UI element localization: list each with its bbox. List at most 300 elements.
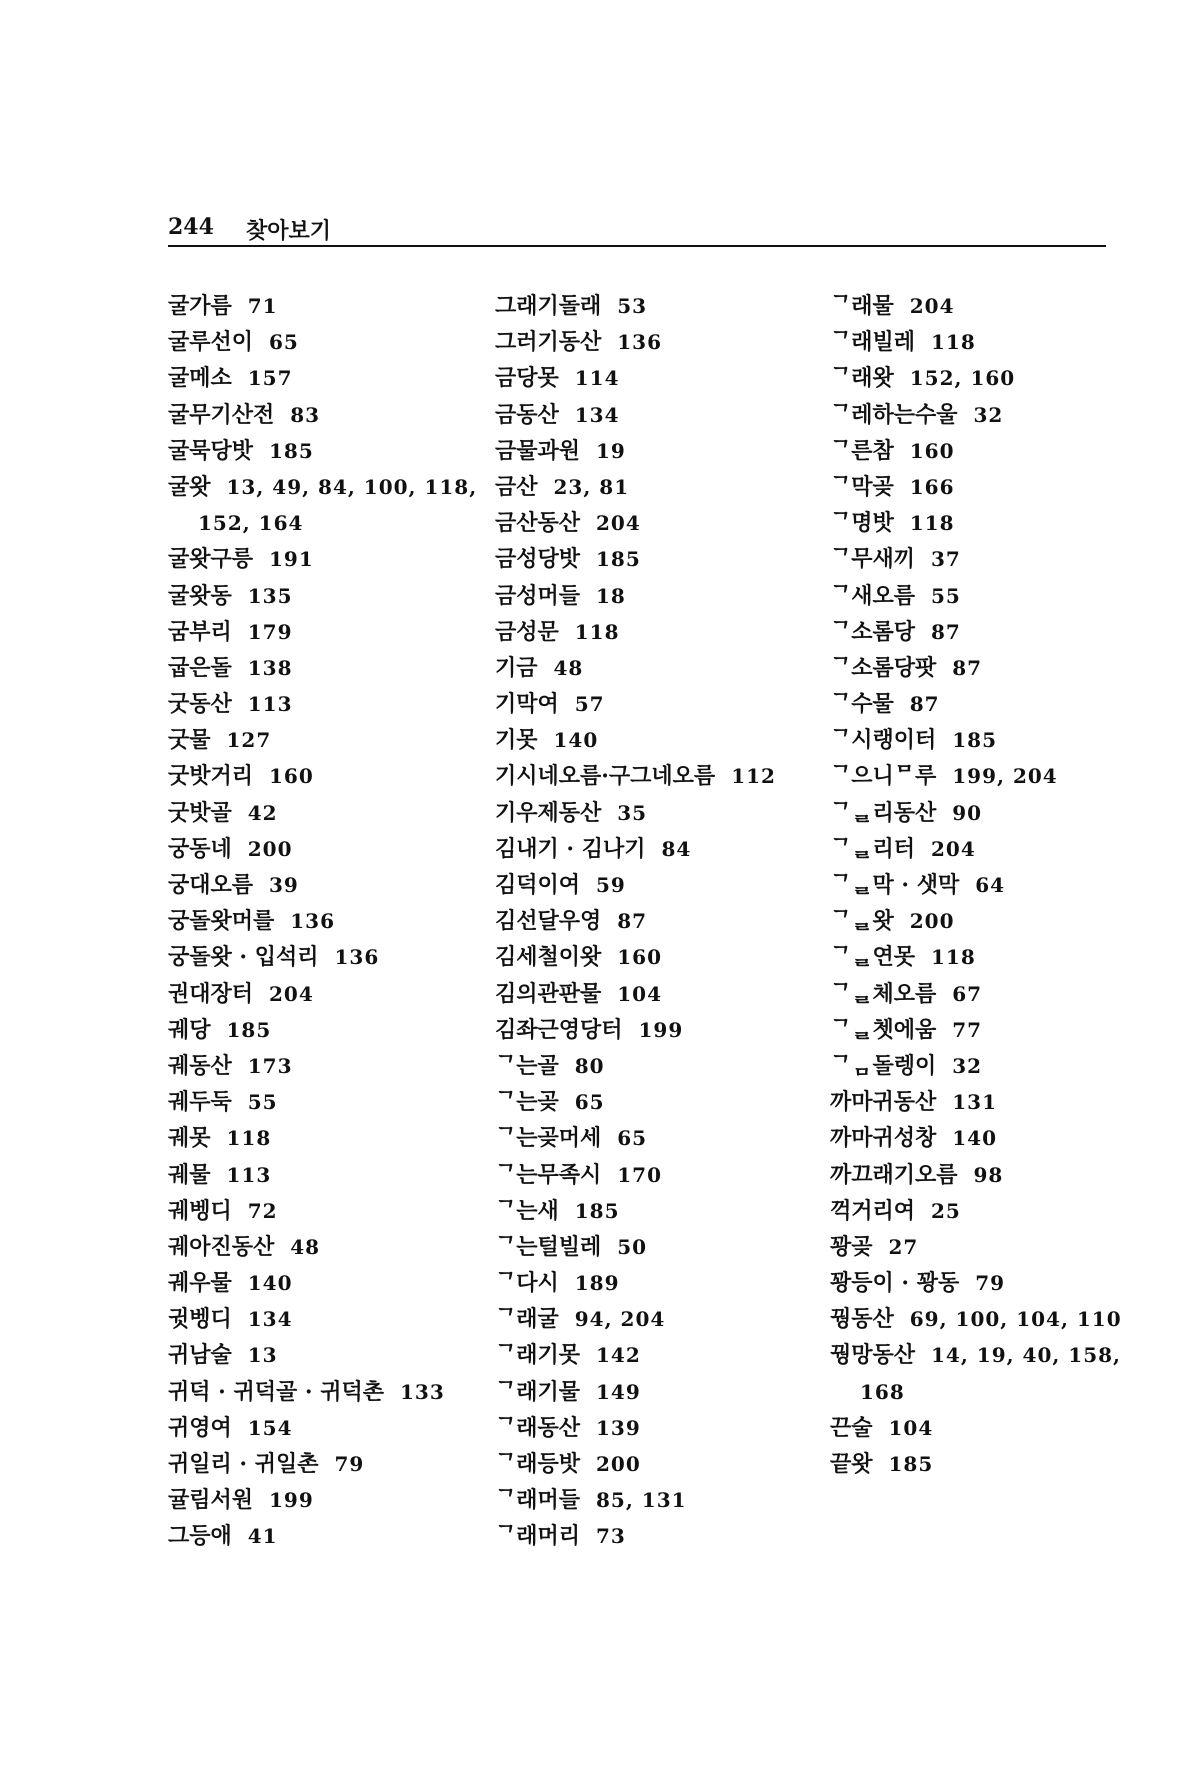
index-pages: 204 bbox=[596, 511, 641, 536]
index-pages: 25 bbox=[931, 1198, 961, 1223]
index-term: ᄀ는털빌레 bbox=[495, 1233, 602, 1260]
index-term: ᄀ소롬당팟 bbox=[830, 654, 937, 681]
index-pages: 200 bbox=[247, 836, 293, 861]
index-entry bbox=[168, 1265, 508, 1301]
index-term: 기금 bbox=[495, 654, 538, 681]
index-entry bbox=[168, 614, 508, 650]
index-entry bbox=[495, 578, 835, 614]
index-term: 굴루선이 bbox=[168, 329, 254, 356]
index-pages: 90 bbox=[952, 800, 983, 825]
index-term: 꽝등이 · 꽝동 bbox=[830, 1270, 960, 1297]
index-pages: 136 bbox=[334, 945, 380, 970]
index-term: 김덕이여 bbox=[495, 872, 581, 898]
index-entry bbox=[495, 867, 835, 903]
index-term: ᄀ래기못 bbox=[495, 1342, 581, 1369]
index-entry bbox=[495, 1301, 835, 1337]
index-pages: 154 bbox=[247, 1415, 293, 1440]
index-pages: 140 bbox=[553, 728, 599, 753]
index-entry bbox=[830, 1048, 1120, 1084]
index-pages: 114 bbox=[574, 366, 620, 391]
index-entry bbox=[830, 288, 1120, 324]
index-term: 권대장터 bbox=[168, 980, 254, 1007]
index-pages: 204 bbox=[269, 981, 314, 1006]
index-term: 꿩동산 bbox=[830, 1306, 894, 1333]
index-pages: 27 bbox=[888, 1234, 919, 1259]
index-entry bbox=[168, 795, 508, 831]
index-term: 끈술 bbox=[830, 1414, 873, 1441]
index-pages: 50 bbox=[617, 1234, 648, 1259]
index-entry bbox=[495, 469, 835, 505]
index-entry bbox=[168, 650, 508, 686]
index-pages: 166 bbox=[909, 474, 955, 499]
index-pages: 185 bbox=[596, 547, 641, 572]
index-term: ᄀ래굴 bbox=[495, 1306, 559, 1333]
index-pages: 32 bbox=[973, 402, 1004, 427]
index-entry bbox=[495, 1482, 835, 1518]
index-term: 궤벵디 bbox=[168, 1197, 232, 1224]
index-term: ᄀ래등밧 bbox=[495, 1451, 581, 1477]
index-term: ᄀᆯ리터 bbox=[830, 835, 916, 862]
index-entry bbox=[830, 505, 1120, 541]
index-term: 굿밧거리 bbox=[168, 763, 254, 790]
index-entry bbox=[495, 1193, 835, 1229]
index-entry bbox=[495, 1048, 835, 1084]
index-pages: 112 bbox=[731, 764, 776, 789]
index-column-3 bbox=[830, 288, 1120, 1482]
index-entry bbox=[168, 1446, 508, 1482]
index-entry bbox=[168, 288, 508, 324]
index-entry bbox=[495, 433, 835, 469]
index-term: ᄀ다시 bbox=[495, 1270, 559, 1297]
index-entry bbox=[830, 867, 1120, 903]
index-pages: 185 bbox=[952, 728, 998, 753]
index-pages: 87 bbox=[952, 655, 983, 680]
index-entry bbox=[830, 433, 1120, 469]
index-pages: 83 bbox=[290, 402, 321, 427]
index-entry bbox=[168, 469, 508, 505]
index-entry bbox=[830, 722, 1120, 758]
index-entry bbox=[830, 1374, 1120, 1410]
index-term: ᄀ래왓 bbox=[830, 365, 894, 392]
index-pages: 59 bbox=[596, 873, 626, 897]
index-pages: 140 bbox=[247, 1271, 293, 1296]
index-entry bbox=[495, 614, 835, 650]
index-term: 끝왓 bbox=[830, 1451, 873, 1477]
index-entry bbox=[495, 1084, 835, 1120]
index-pages: 57 bbox=[574, 692, 605, 717]
index-term: 김선달우영 bbox=[495, 908, 602, 935]
index-term: 귀영여 bbox=[168, 1414, 232, 1441]
index-pages: 79 bbox=[975, 1271, 1006, 1296]
index-term: ᄀ막곶 bbox=[830, 473, 894, 500]
index-term: 꽝곶 bbox=[830, 1233, 873, 1260]
index-pages: 80 bbox=[574, 1053, 605, 1078]
index-term: 궤당 bbox=[168, 1016, 211, 1043]
index-term: ᄀᆯ리동산 bbox=[830, 799, 937, 826]
index-pages: 160 bbox=[617, 945, 663, 970]
index-entry bbox=[830, 614, 1120, 650]
index-entry bbox=[495, 758, 835, 794]
index-pages: 185 bbox=[269, 438, 314, 463]
index-pages: 79 bbox=[334, 1452, 365, 1476]
index-term: 굴가름 bbox=[168, 293, 232, 319]
index-pages: 199 bbox=[638, 1017, 684, 1042]
index-entry bbox=[168, 1518, 508, 1554]
index-entry bbox=[830, 1337, 1120, 1373]
index-term: ᄀ명밧 bbox=[830, 510, 894, 537]
index-term: 궤두둑 bbox=[168, 1089, 232, 1116]
index-term: 금성문 bbox=[495, 618, 559, 645]
index-entry bbox=[495, 1229, 835, 1265]
index-term: 궤못 bbox=[168, 1125, 211, 1152]
index-pages: 55 bbox=[247, 1090, 278, 1115]
index-entry bbox=[830, 1410, 1120, 1446]
index-term: ᄀ래동산 bbox=[495, 1414, 581, 1441]
index-term: ᄀᆯ체오름 bbox=[830, 980, 937, 1007]
index-pages: 13, 49, 84, 100, 118, bbox=[226, 474, 478, 499]
index-entry bbox=[168, 1157, 508, 1193]
index-entry bbox=[168, 1410, 508, 1446]
index-entry bbox=[495, 722, 835, 758]
index-entry bbox=[168, 578, 508, 614]
index-pages: 136 bbox=[617, 330, 663, 355]
index-pages: 69, 100, 104, 110 bbox=[909, 1307, 1122, 1332]
index-column-1 bbox=[168, 288, 508, 1555]
index-pages: 185 bbox=[226, 1017, 272, 1042]
index-pages: 67 bbox=[952, 981, 983, 1006]
index-pages: 64 bbox=[975, 873, 1006, 897]
index-pages: 168 bbox=[860, 1379, 905, 1404]
index-entry bbox=[495, 1120, 835, 1156]
index-pages: 170 bbox=[617, 1162, 663, 1187]
index-entry bbox=[168, 1374, 508, 1410]
index-pages: 189 bbox=[574, 1271, 620, 1296]
index-entry bbox=[830, 541, 1120, 577]
index-entry bbox=[495, 397, 835, 433]
index-entry bbox=[830, 1157, 1120, 1193]
index-entry bbox=[168, 397, 508, 433]
index-term: 김내기 · 김나기 bbox=[495, 835, 646, 862]
index-entry bbox=[830, 903, 1120, 939]
index-term: 기못 bbox=[495, 727, 538, 754]
index-term: ᄀ른참 bbox=[830, 437, 894, 464]
index-term: ᄀ으니ᄆ루 bbox=[830, 763, 937, 790]
index-entry bbox=[168, 686, 508, 722]
index-term: 귓벵디 bbox=[168, 1306, 232, 1333]
index-term: 귀덕 · 귀덕골 · 귀덕촌 bbox=[168, 1378, 384, 1405]
index-term: ᄀ는무족시 bbox=[495, 1161, 602, 1188]
index-entry bbox=[830, 795, 1120, 831]
index-term: 김좌근영당터 bbox=[495, 1016, 623, 1043]
index-term: 굼부리 bbox=[168, 618, 232, 645]
index-pages: 71 bbox=[247, 294, 278, 318]
index-term: 금물과원 bbox=[495, 437, 581, 464]
index-term: 기우제동산 bbox=[495, 799, 602, 826]
index-entry bbox=[830, 1012, 1120, 1048]
index-term: ᄀᆯ쳇에움 bbox=[830, 1016, 937, 1043]
index-entry bbox=[830, 831, 1120, 867]
index-pages: 48 bbox=[553, 655, 584, 680]
index-term: ᄀ는곶머세 bbox=[495, 1125, 602, 1152]
index-term: 굴무기산전 bbox=[168, 401, 275, 428]
index-pages: 204 bbox=[909, 294, 955, 318]
index-entry bbox=[495, 505, 835, 541]
index-entry bbox=[495, 288, 835, 324]
index-term: ᄀ는곶 bbox=[495, 1089, 559, 1116]
index-pages: 18 bbox=[596, 583, 626, 608]
index-entry bbox=[168, 1337, 508, 1373]
index-entry bbox=[830, 1120, 1120, 1156]
index-term: ᄀ시랭이터 bbox=[830, 727, 937, 754]
index-pages: 65 bbox=[574, 1090, 605, 1115]
index-term: 꺽거리여 bbox=[830, 1197, 916, 1224]
index-entry bbox=[495, 686, 835, 722]
index-pages: 77 bbox=[952, 1017, 983, 1042]
index-term: ᄀ새오름 bbox=[830, 582, 916, 609]
index-term: 굿물 bbox=[168, 727, 211, 754]
index-entry bbox=[495, 795, 835, 831]
index-term: 금동산 bbox=[495, 401, 559, 428]
index-pages: 127 bbox=[226, 728, 272, 753]
index-term: 금성당밧 bbox=[495, 546, 581, 573]
index-entry bbox=[168, 1229, 508, 1265]
index-pages: 42 bbox=[247, 800, 278, 825]
index-term: 굴메소 bbox=[168, 365, 232, 392]
index-entry bbox=[495, 1410, 835, 1446]
index-pages: 113 bbox=[247, 692, 293, 717]
index-pages: 48 bbox=[290, 1234, 321, 1259]
index-pages: 87 bbox=[931, 619, 961, 644]
index-pages: 136 bbox=[290, 909, 336, 934]
index-entry bbox=[830, 758, 1120, 794]
index-term: ᄀᆷ돌렝이 bbox=[830, 1052, 937, 1079]
index-term: ᄀ는골 bbox=[495, 1052, 559, 1079]
index-entry bbox=[495, 1518, 835, 1554]
index-entry bbox=[168, 976, 508, 1012]
index-term: 김세철이왓 bbox=[495, 944, 602, 971]
index-pages: 84 bbox=[661, 836, 692, 861]
index-entry bbox=[168, 867, 508, 903]
index-term: 궤우물 bbox=[168, 1270, 232, 1297]
index-term: 금산 bbox=[495, 473, 538, 500]
index-pages: 118 bbox=[909, 511, 955, 536]
index-pages: 142 bbox=[596, 1343, 641, 1368]
index-entry bbox=[495, 650, 835, 686]
index-entry bbox=[495, 1337, 835, 1373]
index-term: 그러기동산 bbox=[495, 329, 602, 356]
index-term: 궁대오름 bbox=[168, 872, 254, 898]
index-term: 귀일리 · 귀일촌 bbox=[168, 1451, 319, 1477]
index-term: 까마귀성창 bbox=[830, 1125, 937, 1152]
index-term: 꿩망동산 bbox=[830, 1342, 916, 1369]
index-entry bbox=[168, 1193, 508, 1229]
index-term: ᄀ래빌레 bbox=[830, 329, 916, 356]
index-term: 기막여 bbox=[495, 691, 559, 718]
index-pages: 65 bbox=[269, 330, 299, 355]
index-pages: 98 bbox=[973, 1162, 1004, 1187]
index-entry bbox=[168, 1482, 508, 1518]
index-pages: 185 bbox=[888, 1452, 934, 1476]
index-term: 궤아진동산 bbox=[168, 1233, 275, 1260]
index-pages: 104 bbox=[617, 981, 663, 1006]
index-term: 궤동산 bbox=[168, 1052, 232, 1079]
index-entry bbox=[168, 758, 508, 794]
index-pages: 200 bbox=[596, 1452, 641, 1476]
index-entry bbox=[830, 939, 1120, 975]
index-term: 굿동산 bbox=[168, 691, 232, 718]
index-entry bbox=[830, 686, 1120, 722]
index-entry bbox=[495, 1157, 835, 1193]
index-entry bbox=[168, 1120, 508, 1156]
index-entry bbox=[830, 650, 1120, 686]
index-pages: 134 bbox=[574, 402, 620, 427]
index-term: 궤물 bbox=[168, 1161, 211, 1188]
index-entry bbox=[495, 831, 835, 867]
index-pages: 19 bbox=[596, 438, 626, 463]
index-term: ᄀ소롬당 bbox=[830, 618, 916, 645]
index-pages: 113 bbox=[226, 1162, 272, 1187]
page-number: 244 bbox=[168, 214, 214, 240]
index-entry bbox=[830, 1229, 1120, 1265]
index-pages: 140 bbox=[952, 1126, 998, 1151]
index-pages: 65 bbox=[617, 1126, 648, 1151]
index-term: ᄀ래기물 bbox=[495, 1378, 581, 1405]
index-entry bbox=[830, 469, 1120, 505]
index-pages: 199, 204 bbox=[952, 764, 1058, 789]
index-entry bbox=[830, 976, 1120, 1012]
index-term: 까끄래기오름 bbox=[830, 1161, 958, 1188]
index-entry bbox=[168, 433, 508, 469]
index-pages: 87 bbox=[909, 692, 940, 717]
index-entry bbox=[495, 360, 835, 396]
index-term: 굴왓 bbox=[168, 473, 211, 500]
index-entry bbox=[495, 1265, 835, 1301]
index-pages: 41 bbox=[247, 1524, 278, 1549]
index-term: 굽은돌 bbox=[168, 654, 232, 681]
index-pages: 85, 131 bbox=[596, 1488, 687, 1513]
index-pages: 32 bbox=[952, 1053, 983, 1078]
index-term: ᄀ래머리 bbox=[495, 1523, 581, 1550]
index-term: 기시네오름·구그네오름 bbox=[495, 763, 716, 790]
index-entry bbox=[168, 1048, 508, 1084]
index-pages: 104 bbox=[888, 1415, 934, 1440]
index-entry bbox=[168, 831, 508, 867]
index-entry bbox=[168, 505, 508, 541]
index-term: ᄀ레하는수울 bbox=[830, 401, 958, 428]
index-pages: 133 bbox=[399, 1379, 445, 1404]
index-term: 그래기돌래 bbox=[495, 293, 602, 319]
index-pages: 73 bbox=[596, 1524, 626, 1549]
index-term: 금산동산 bbox=[495, 510, 581, 537]
index-entry bbox=[495, 1446, 835, 1482]
index-term: 굴왓구릉 bbox=[168, 546, 254, 573]
index-term: 궁동네 bbox=[168, 835, 232, 862]
index-pages: 39 bbox=[269, 873, 299, 897]
index-term: ᄀ수물 bbox=[830, 691, 894, 718]
index-entry bbox=[495, 976, 835, 1012]
index-term: 김의관판물 bbox=[495, 980, 602, 1007]
index-term: 궁돌왓머를 bbox=[168, 908, 275, 935]
index-entry bbox=[495, 903, 835, 939]
index-pages: 149 bbox=[596, 1379, 641, 1404]
index-term: ᄀ래물 bbox=[830, 293, 894, 319]
index-entry bbox=[830, 1193, 1120, 1229]
index-entry bbox=[168, 722, 508, 758]
index-term: 까마귀동산 bbox=[830, 1089, 937, 1116]
index-entry bbox=[495, 1374, 835, 1410]
index-entry bbox=[830, 1265, 1120, 1301]
index-pages: 160 bbox=[269, 764, 314, 789]
index-pages: 139 bbox=[596, 1415, 641, 1440]
index-term: ᄀᆯ왓 bbox=[830, 908, 894, 935]
index-pages: 53 bbox=[617, 294, 648, 318]
index-pages: 118 bbox=[574, 619, 620, 644]
index-term: 굴왓동 bbox=[168, 582, 232, 609]
index-pages: 87 bbox=[617, 909, 648, 934]
index-entry bbox=[830, 1446, 1120, 1482]
index-pages: 152, 160 bbox=[909, 366, 1016, 391]
index-term: 귀남술 bbox=[168, 1342, 232, 1369]
index-entry bbox=[495, 1012, 835, 1048]
index-pages: 118 bbox=[931, 945, 976, 970]
index-pages: 55 bbox=[931, 583, 961, 608]
index-pages: 185 bbox=[574, 1198, 620, 1223]
index-pages: 35 bbox=[617, 800, 648, 825]
index-entry bbox=[168, 324, 508, 360]
index-pages: 160 bbox=[909, 438, 955, 463]
index-entry bbox=[495, 541, 835, 577]
index-pages: 199 bbox=[269, 1488, 314, 1513]
index-term: ᄀ는새 bbox=[495, 1197, 559, 1224]
index-pages: 157 bbox=[247, 366, 293, 391]
index-entry bbox=[830, 1084, 1120, 1120]
index-pages: 152, 164 bbox=[198, 511, 304, 536]
page-title: 찾아보기 bbox=[246, 218, 332, 244]
index-entry bbox=[168, 939, 508, 975]
index-entry bbox=[830, 1301, 1120, 1337]
index-pages: 204 bbox=[931, 836, 976, 861]
index-term: 궁돌왓 · 입석리 bbox=[168, 944, 319, 971]
index-term: 금성머들 bbox=[495, 582, 581, 609]
index-term: ᄀ래머들 bbox=[495, 1487, 581, 1514]
page-header bbox=[168, 208, 1106, 248]
index-pages: 23, 81 bbox=[553, 474, 630, 499]
index-column-2 bbox=[495, 288, 835, 1555]
index-pages: 118 bbox=[931, 330, 976, 355]
index-term: 굿밧골 bbox=[168, 799, 232, 826]
index-entry bbox=[168, 1084, 508, 1120]
index-pages: 173 bbox=[247, 1053, 293, 1078]
index-term: ᄀᆯ연못 bbox=[830, 944, 916, 971]
index-pages: 131 bbox=[952, 1090, 998, 1115]
index-pages: 179 bbox=[247, 619, 293, 644]
index-term: 굴묵당밧 bbox=[168, 437, 254, 464]
index-pages: 191 bbox=[269, 547, 314, 572]
index-pages: 200 bbox=[909, 909, 955, 934]
index-pages: 13 bbox=[247, 1343, 278, 1368]
index-pages: 72 bbox=[247, 1198, 278, 1223]
index-pages: 37 bbox=[931, 547, 961, 572]
index-pages: 134 bbox=[247, 1307, 293, 1332]
index-entry bbox=[830, 324, 1120, 360]
index-entry bbox=[830, 360, 1120, 396]
index-entry bbox=[168, 541, 508, 577]
index-term: 금당못 bbox=[495, 365, 559, 392]
index-term: ᄀ무새끼 bbox=[830, 546, 916, 573]
index-term: 귤림서원 bbox=[168, 1487, 254, 1514]
index-entry bbox=[830, 397, 1120, 433]
index-pages: 118 bbox=[226, 1126, 272, 1151]
